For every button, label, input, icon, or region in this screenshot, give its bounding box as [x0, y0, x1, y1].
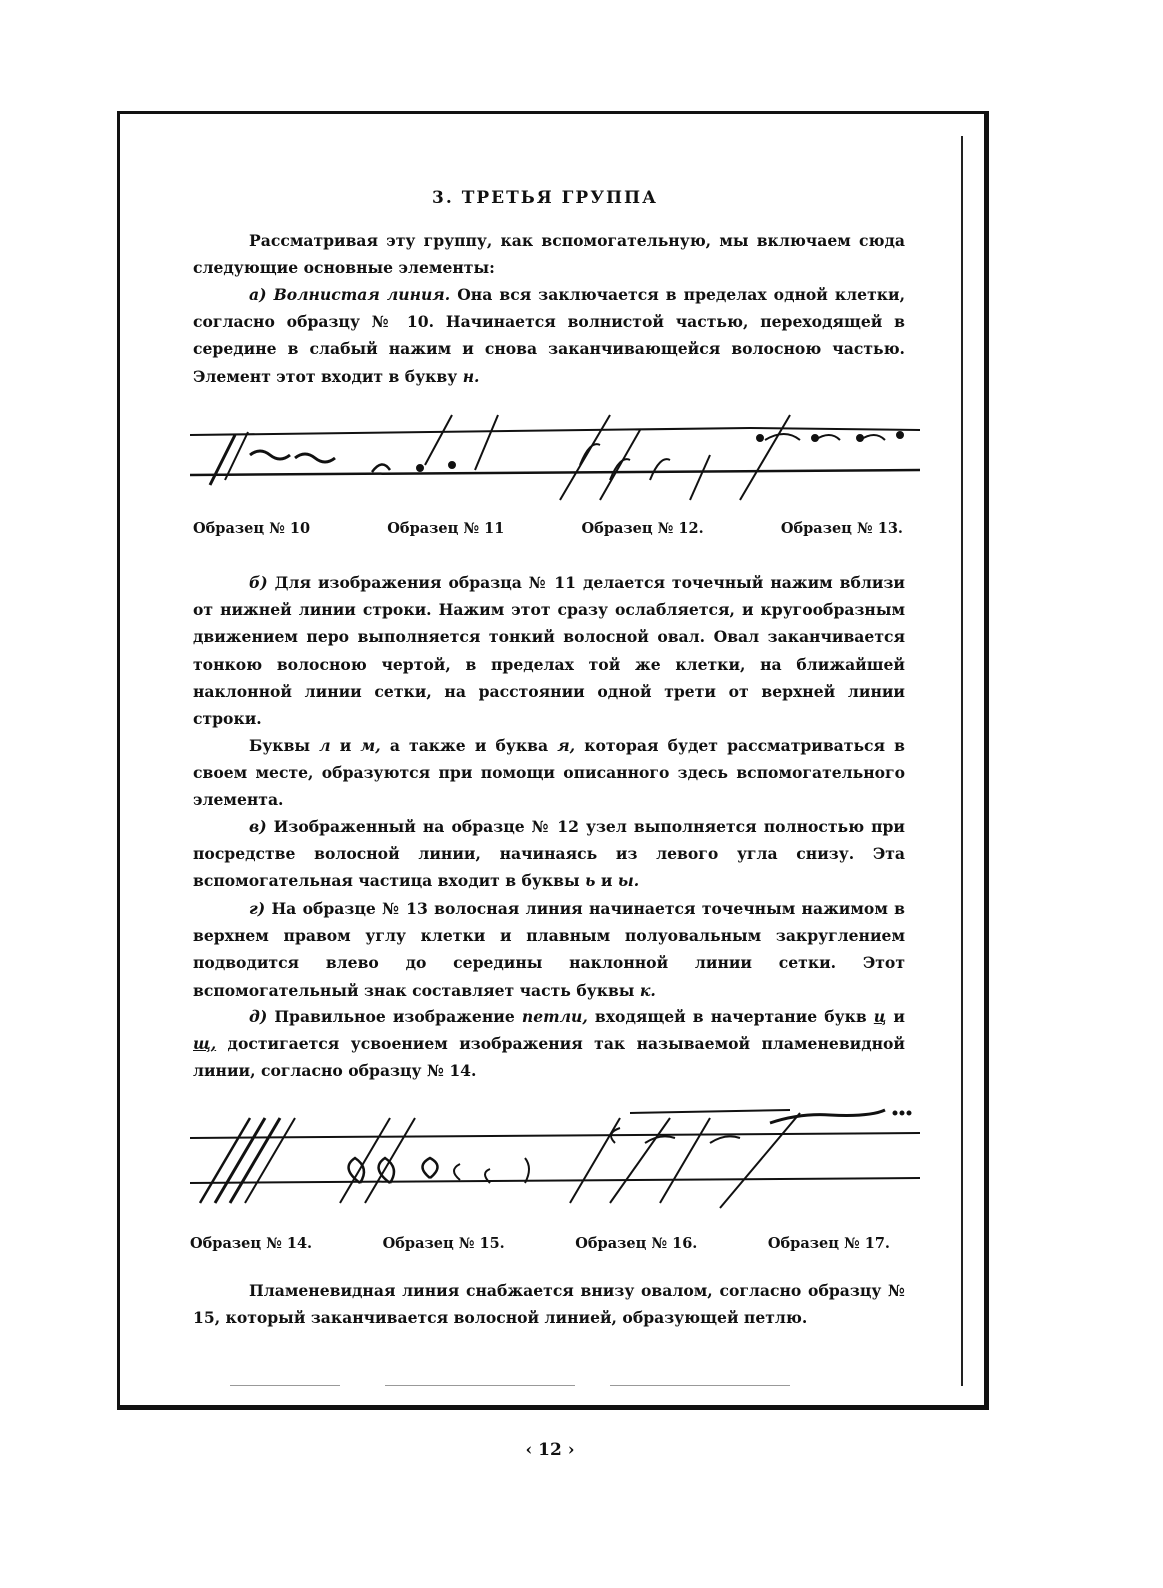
- footer-dash-1: [230, 1385, 340, 1386]
- caption-sample-15: Образец № 15.: [382, 1235, 505, 1252]
- item-v-paragraph: в) Изображенный на образце № 12 узел выполняется полностью при посредстве волосной линии, начинаясь из левого угла снизу. Эта вспомогательная частица входит в буквы ь и ы.: [193, 817, 905, 891]
- item-g-paragraph: г) На образце № 13 волосная линия начинается точечным нажимом в верхнем правом углу клетки и плавным полуовальным закруглением подводится влево до середины наклонной линии сетки. Этот вспомогательный знак составляет часть буквы к.: [193, 899, 905, 1000]
- item-b-paragraph: б) Для изображения образца № 11 делается точечный нажим вблизи от нижней линии строки. Нажим этот сразу ослабляется, и кругообразным движением перо выполняется тонкий волосной овал. Овал заканчивается тонкою волосною чертой, в пределах той же клетки, на ближайшей наклонной линии сетки, на расстоянии одной трети от верхней линии строки.: [193, 573, 905, 729]
- footer-dash-3: [610, 1385, 790, 1386]
- caption-sample-11: Образец № 11: [387, 520, 505, 537]
- item-d-paragraph: д) Правильное изображение петли, входящей в начертание букв ц и щ, достигается усвоением изображения так называемой пламеневидной линии, согласно образцу № 14.: [193, 1007, 905, 1081]
- samples-10-13-captions: [193, 520, 903, 537]
- item-a-paragraph: а) Волнистая линия. Она вся заключается в пределах одной клетки, согласно образцу № 10. Начинается волнистой частью, переходящей в середине в слабый нажим и снова заканчивающейся волосною частью. Элемент этот входит в букву н.: [193, 285, 906, 386]
- caption-sample-17: Образец № 17.: [767, 1235, 890, 1252]
- caption-sample-13: Образец № 13.: [780, 520, 903, 537]
- intro-paragraph: Рассматривая эту группу, как вспомогательную, мы включаем сюда следующие основные элементы:: [193, 231, 905, 278]
- caption-sample-14: Образец № 14.: [190, 1235, 313, 1252]
- samples-14-17-illustration: [190, 1098, 920, 1218]
- final-paragraph: Пламеневидная линия снабжается внизу овалом, согласно образцу № 15, который заканчивается волосной линией, образующей петлю.: [193, 1281, 905, 1328]
- footer-dash-2: [385, 1385, 575, 1386]
- letters-paragraph: Буквы л и м, а также и буква я, которая будет рассматриваться в своем месте, образуются при помощи описанного здесь вспомогательного элемента.: [193, 736, 905, 810]
- page-border-right-rule: [961, 136, 963, 1386]
- section-heading: 3. ТРЕТЬЯ ГРУППА: [432, 188, 658, 208]
- caption-sample-10: Образец № 10: [193, 520, 311, 537]
- caption-sample-16: Образец № 16.: [575, 1235, 698, 1252]
- caption-sample-12: Образец № 12.: [581, 520, 704, 537]
- samples-10-13-illustration: [190, 410, 920, 505]
- samples-14-17-captions: [190, 1235, 890, 1252]
- page-number: ‹ 12 ›: [525, 1440, 575, 1460]
